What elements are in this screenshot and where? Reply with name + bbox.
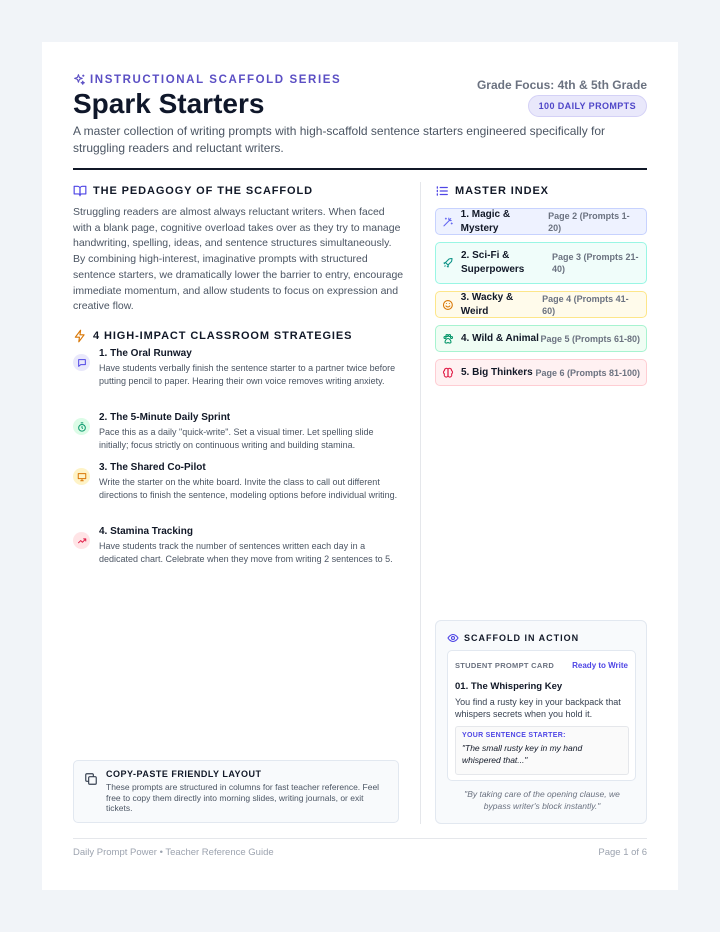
index-title: MASTER INDEX bbox=[455, 185, 549, 197]
lightning-icon bbox=[73, 329, 87, 343]
copy-paste-callout bbox=[73, 760, 399, 823]
smile-icon bbox=[442, 299, 454, 311]
page-title: Spark Starters bbox=[73, 88, 265, 119]
index-page: Page 2 (Prompts 1-20) bbox=[548, 210, 630, 233]
index-label: 1. Magic & Mystery bbox=[460, 208, 511, 234]
index-item-wild-animal[interactable] bbox=[435, 325, 647, 352]
index-page: Page 3 (Prompts 21-40) bbox=[552, 252, 639, 274]
scaffold-title: SCAFFOLD IN ACTION bbox=[464, 633, 580, 643]
index-heading bbox=[435, 184, 549, 198]
strategies-title: 4 HIGH-IMPACT CLASSROOM STRATEGIES bbox=[93, 330, 353, 342]
sentence-starter-box bbox=[455, 726, 629, 775]
starter-label: YOUR SENTENCE STARTER: bbox=[462, 732, 566, 739]
strategy-text: Pace this as a daily "quick-write". Set a visual timer. Let spelling slide initially; focus strictly on continuous writing and building stamina. bbox=[99, 427, 374, 450]
eyebrow-text: INSTRUCTIONAL SCAFFOLD SERIES bbox=[90, 73, 342, 86]
pedagogy-heading bbox=[73, 184, 313, 198]
index-page: Page 5 (Prompts 61-80) bbox=[540, 333, 640, 344]
scaffold-caption: "By taking care of the opening clause, we bypass writer's block instantly." bbox=[464, 789, 620, 811]
pedagogy-body: Struggling readers are almost always reluctant writers. When faced with a blank page, cognitive overload takes over as they try to manage handwriting, spelling, ideas, and sentence structures simultaneously. By combining high-interest, imaginative prompts with structured sentence starters, we dramatically lower the barrier to entry, encourage immediate momentum, and allow students to focus on expression and creative flow. bbox=[73, 206, 404, 313]
document-page bbox=[42, 42, 678, 890]
trend-up-icon bbox=[73, 532, 90, 549]
footer-divider bbox=[73, 838, 647, 839]
strategy-title: 1. The Oral Runway bbox=[99, 348, 192, 359]
index-page: Page 4 (Prompts 41-60) bbox=[542, 293, 629, 316]
page-subtitle: A master collection of writing prompts with high-scaffold sentence starters engineered specifically for struggling readers and reluctant writers. bbox=[73, 124, 606, 155]
series-eyebrow bbox=[73, 73, 341, 86]
prompt-text: You find a rusty key in your backpack that whispers secrets when you hold it. bbox=[455, 697, 621, 719]
column-divider bbox=[420, 182, 421, 824]
index-label: 4. Wild & Animal bbox=[461, 332, 539, 344]
header-divider bbox=[73, 168, 647, 170]
magic-wand-icon bbox=[442, 216, 454, 228]
list-icon bbox=[435, 184, 449, 198]
strategy-item bbox=[73, 412, 403, 452]
strategy-title: 2. The 5-Minute Daily Sprint bbox=[99, 412, 231, 423]
page-number: Page 1 of 6 bbox=[598, 847, 647, 858]
prompt-title: 01. The Whispering Key bbox=[455, 681, 563, 692]
brain-icon bbox=[442, 367, 454, 379]
card-label: STUDENT PROMPT CARD bbox=[455, 661, 555, 670]
paw-icon bbox=[442, 333, 454, 345]
scaffold-heading bbox=[447, 632, 579, 644]
copy-icon bbox=[84, 772, 98, 786]
strategy-title: 4. Stamina Tracking bbox=[99, 526, 193, 537]
scaffold-in-action-panel bbox=[435, 620, 647, 824]
strategy-text: Write the starter on the white board. Invite the class to call out different directions to finish the sentence, modeling options before individual writing. bbox=[99, 477, 398, 500]
index-label: 2. Sci-Fi & Superpowers bbox=[461, 250, 525, 275]
chat-bubble-icon bbox=[73, 354, 90, 371]
pedagogy-title: THE PEDAGOGY OF THE SCAFFOLD bbox=[93, 185, 313, 197]
footer-left: Daily Prompt Power • Teacher Reference Guide bbox=[73, 847, 274, 858]
starter-text: "The small rusty key in my hand whispered that..." bbox=[462, 743, 583, 765]
strategy-item bbox=[73, 526, 403, 566]
card-status: Ready to Write bbox=[572, 661, 628, 670]
index-item-scifi-superpowers[interactable] bbox=[435, 242, 647, 284]
grade-focus: Grade Focus: 4th & 5th Grade bbox=[476, 78, 647, 92]
index-label: 5. Big Thinkers bbox=[461, 366, 533, 378]
strategy-item bbox=[73, 462, 403, 502]
index-item-magic-mystery[interactable] bbox=[435, 208, 647, 235]
daily-prompts-badge: 100 DAILY PROMPTS bbox=[528, 95, 647, 117]
strategy-text: Have students track the number of sentences written each day in a dedicated chart. Celebrate when they move from writing 2 sentences to 5. bbox=[99, 541, 393, 564]
rocket-icon bbox=[442, 257, 454, 269]
index-item-wacky-weird[interactable] bbox=[435, 291, 647, 318]
copy-box-title: COPY-PASTE FRIENDLY LAYOUT bbox=[106, 769, 262, 779]
student-prompt-card bbox=[447, 650, 636, 781]
index-page: Page 6 (Prompts 81-100) bbox=[535, 367, 640, 378]
strategy-item bbox=[73, 348, 403, 388]
eye-icon bbox=[447, 632, 459, 644]
index-item-big-thinkers[interactable] bbox=[435, 359, 647, 386]
timer-icon bbox=[73, 418, 90, 435]
strategies-heading bbox=[73, 329, 352, 343]
index-label: 3. Wacky & Weird bbox=[460, 291, 514, 317]
copy-box-text: These prompts are structured in columns for fast teacher reference. Feel free to copy them directly into morning slides, writing journals, or exit tickets. bbox=[106, 782, 380, 813]
open-book-icon bbox=[73, 184, 87, 198]
strategy-text: Have students verbally finish the sentence starter to a partner twice before putting pencil to paper. Hearing their own voice removes writing anxiety. bbox=[99, 363, 396, 386]
sparkles-icon bbox=[73, 73, 86, 86]
strategy-title: 3. The Shared Co-Pilot bbox=[99, 462, 206, 473]
whiteboard-icon bbox=[73, 468, 90, 485]
